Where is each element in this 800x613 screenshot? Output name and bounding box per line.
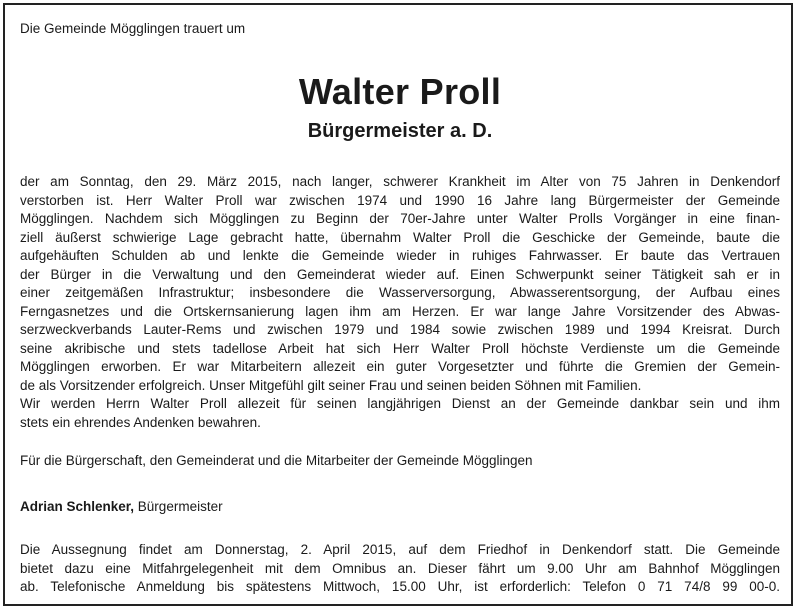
- intro-text: Die Gemeinde Mögglingen trauert um: [20, 21, 246, 36]
- body-line: Mögglingen erworben. Er war Mitarbeitern allezeit ein guter Vorgesetzter und führte die Gremien der Gemein-: [20, 359, 780, 374]
- body-line: Ferngasnetzes und die Ortskernsanierung lagen ihm am Herzen. Er war lange Jahre Vorsitzender des Abwas-: [20, 303, 780, 319]
- body-line: der am Sonntag, den 29. März 2015, nach langer, schwerer Krankheit im Alter von 75 Jahren in Denkendorf: [20, 174, 780, 189]
- body-line: ziell äußerst schwierige Lage gebracht hatte, übernahm Walter Proll die Geschicke der Gemeinde, baute die: [20, 229, 780, 245]
- body-line: de als Vorsitzender erfolgreich. Unser Mitgefühl gilt seiner Frau und seinen beiden Söhnen mit Familien.: [20, 377, 642, 393]
- body-line: Mögglingen. Nachdem sich Mögglingen zu Beginn der 70er-Jahre unter Walter Prolls Vorgänger in eine finan-: [20, 211, 780, 226]
- body-line: Wir werden Herrn Walter Proll allezeit für seinen langjährigen Dienst an der Gemeinde dankbar sein und ihm: [20, 396, 780, 411]
- deceased-name: Walter Proll: [298, 71, 502, 112]
- mourners-line: Für die Bürgerschaft, den Gemeinderat und die Mitarbeiter der Gemeinde Mögglingen: [20, 453, 533, 468]
- funeral-line: ab. Telefonische Anmeldung bis spätestens Mittwoch, 15.00 Uhr, ist erforderlich: Telefon 0 71 74/8 99 00-0.: [20, 579, 780, 594]
- obituary-body: [20, 173, 780, 432]
- body-line: seine akribische und stets tadellose Arbeit hat sich Herr Walter Proll höchste Verdienste um die Gemeinde: [20, 340, 780, 356]
- body-line: verstorben ist. Herr Walter Proll war zwischen 1974 und 1990 16 Jahre lang Bürgermeister der Gemeinde: [20, 192, 780, 208]
- body-line: der Bürger in die Verwaltung und den Gemeinderat wieder auf. Einen Schwerpunkt seiner Tätigkeit sah er in: [20, 266, 780, 282]
- funeral-info: [20, 541, 780, 597]
- signature: [20, 498, 223, 516]
- deceased-title: Bürgermeister a. D.: [307, 120, 493, 142]
- body-line: einer zeitgemäßen Infrastruktur; insbesondere die Wasserversorgung, Abwasserentsorgung, der Aufbau eines: [20, 285, 780, 300]
- body-line: stets ein ehrendes Andenken bewahren.: [20, 414, 261, 430]
- funeral-line: Die Aussegnung findet am Donnerstag, 2. April 2015, auf dem Friedhof in Denkendorf statt. Die Gemeinde: [20, 542, 780, 557]
- funeral-line: bietet dazu eine Mitfahrgelegenheit mit dem Omnibus an. Dieser fährt um 9.00 Uhr am Bahnhof Mögglingen: [20, 560, 780, 576]
- body-line: aufgehäuften Schulden ab und lenkte die Gemeinde wieder in ruhiges Fahrwasser. Er baute das Vertrauen: [20, 248, 780, 263]
- signature-name: Adrian Schlenker,: [20, 499, 135, 514]
- body-line: serzweckverbands Lauter-Rems und zwischen 1979 und 1984 sowie zwischen 1989 und 1994 Kreisrat. Durch: [20, 322, 780, 337]
- signature-role: Bürgermeister: [134, 499, 223, 514]
